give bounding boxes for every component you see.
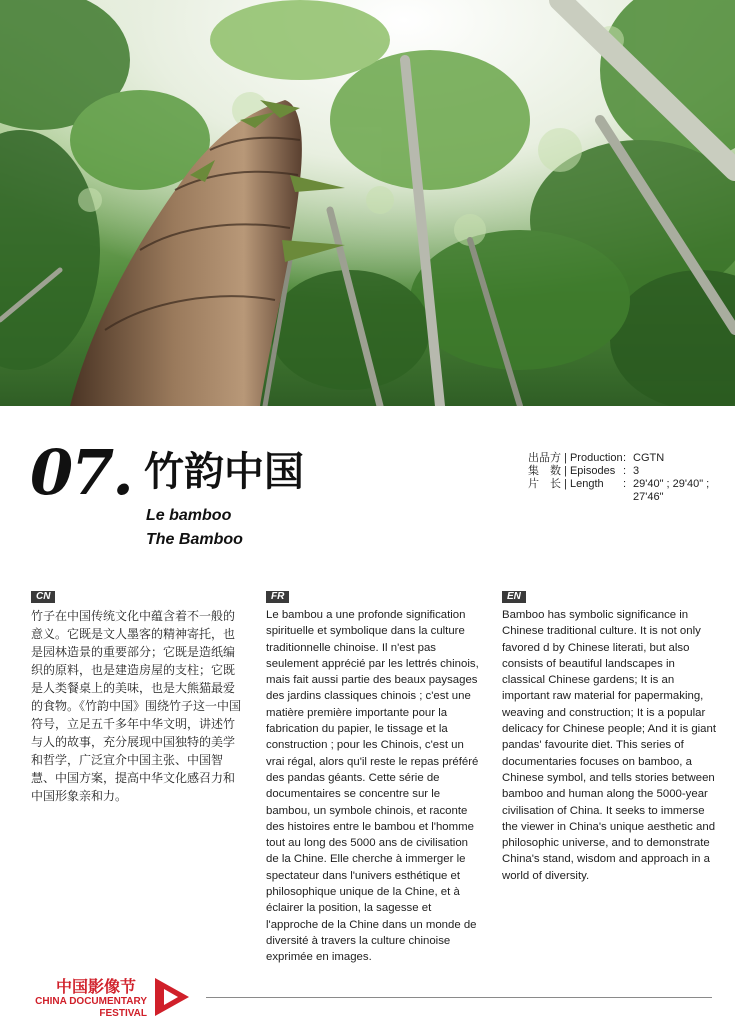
language-tag-fr: FR (266, 591, 289, 603)
meta-separator: : (623, 465, 627, 477)
meta-value: 29'40" ; 29'40" ; 27'46" (633, 478, 710, 503)
episode-number: 07. (30, 436, 132, 509)
column-french (266, 586, 480, 966)
title-chinese: 竹韵中国 (144, 449, 304, 495)
language-tag-en: EN (502, 591, 526, 603)
play-triangle-logo-icon (151, 975, 193, 1019)
meta-row-length (528, 478, 728, 504)
description-english: Bamboo has symbolic significance in Chinese traditional culture. It is not only favored d by Chinese literati, but also consists of beautiful landscapes in classical Chinese gardens; It is an important raw material for papermaking, weaving and construction; It is a popular delicacy for Chinese people; And it is giant pandas' favourite diet. This series of documentaries focuses on bamboo, a Chinese symbol, and tells stories between bamboo and human along the 5000-year civilisation of China. It seeks to immerse the viewer in China's unique aesthetic and philosophic universe, and to demonstrate China's stand, wisdom and approach in a world of diversity. (502, 609, 717, 882)
title-english: The Bamboo (146, 531, 243, 548)
column-english (502, 586, 717, 884)
festival-logo-chinese: 中国影像节 (56, 977, 137, 996)
description-french: Le bambou a une profonde signification spirituelle et symbolique dans la culture traditionnelle chinoise. Il n'est pas seulement apprécié par les lettrés chinois, mais fait aussi partie des beaux paysages des jardins classiques chinois ; c'est une matière première importante pour la fabrication du papier, le tissage et la construction ; pour les Chinois, c'est un vrai régal, alors qu'il reste le repas préféré des pandas géants. Cette série de documentaires se concentre sur le bambou, un symbole chinois, et raconte des histoires entre le bambou et l'homme tout au long des 5000 ans de civilisation de la Chine. Elle cherche à immerger le spectateur dans l'univers esthétique et philosophique unique de la Chine, et à éclairer la position, la sagesse et l'approche de la Chine dans un monde de diversité à travers la culture chinoise exprimée en images. (266, 609, 479, 964)
footer-divider (206, 997, 712, 998)
language-tag-cn: CN (31, 591, 55, 603)
meta-separator: : (623, 478, 627, 490)
meta-value: 3 (633, 465, 640, 477)
title-french: Le bamboo (146, 507, 232, 524)
description-chinese: 竹子在中国传统文化中蕴含着不一般的意义。它既是文人墨客的精神寄托，也是园林造景的重要部分；它既是造纸编织的原料，也是建造房屋的支柱；它既是人类餐桌上的美味，也是大熊猫最爱的食物。《竹韵中国》围绕竹子这一中国符号，立足五千多年中华文明，讲述竹与人的故事，充分展现中国独特的美学和哲学，广泛宣介中国主张、中国智慧、中国方案，提高中华文化感召力和中国形象亲和力。 (31, 609, 242, 803)
meta-separator: : (623, 452, 627, 464)
festival-logo-english-line-2: FESTIVAL (99, 1008, 147, 1019)
meta-key: 片 长 | Length (528, 478, 604, 490)
production-info (528, 452, 728, 504)
meta-value: CGTN (633, 452, 665, 464)
bamboo-forest-image (0, 0, 735, 406)
meta-row-production (528, 452, 728, 465)
meta-key: 出品方 | Production (528, 452, 623, 464)
meta-key: 集 数 | Episodes (528, 465, 616, 477)
festival-logo-english-line-1: CHINA DOCUMENTARY (35, 996, 147, 1007)
hero-photo (0, 0, 735, 406)
column-chinese (31, 586, 243, 805)
meta-row-episodes (528, 465, 728, 478)
